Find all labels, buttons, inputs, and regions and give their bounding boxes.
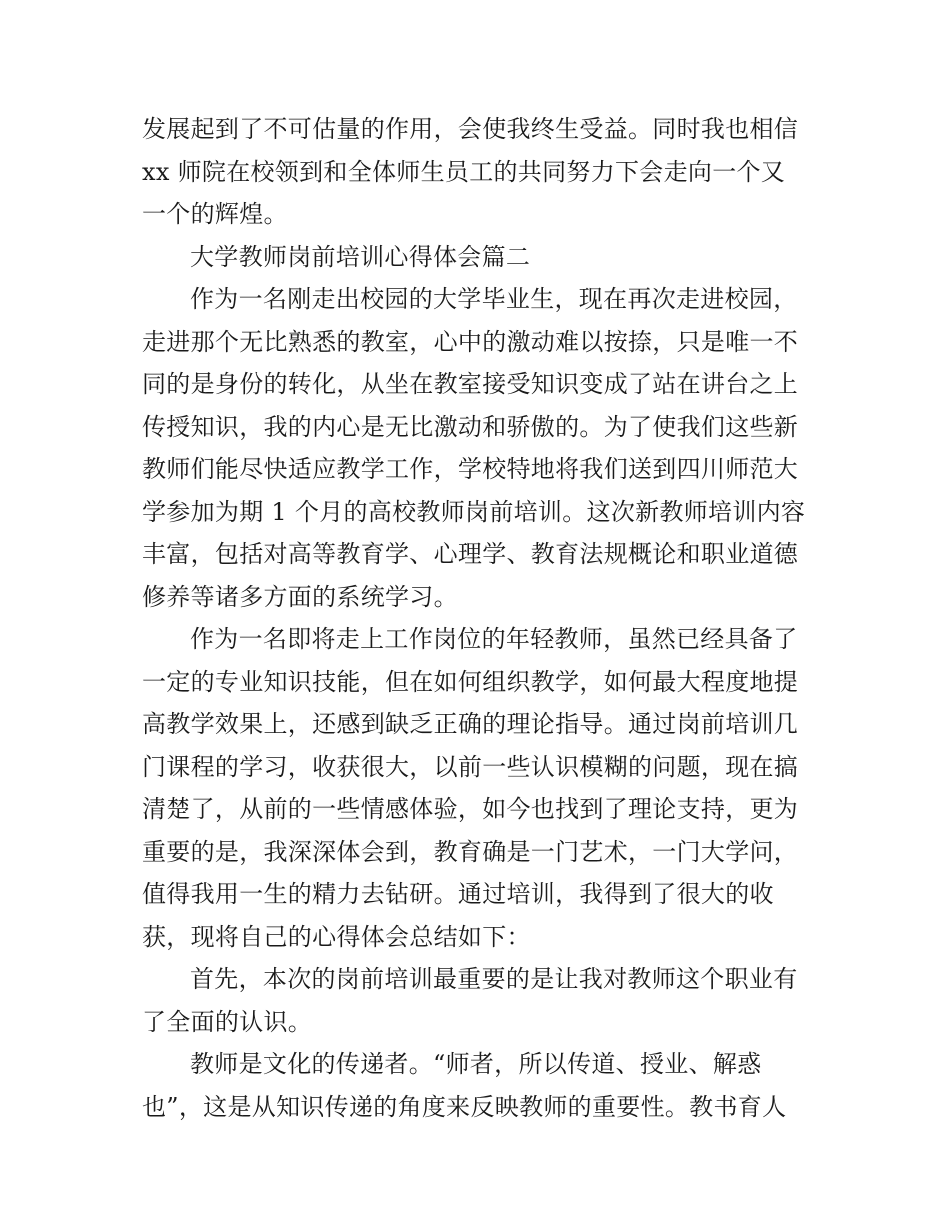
paragraph-continued xyxy=(142,108,814,236)
text-line: 修养等诸多方面的系统学习。 xyxy=(142,582,458,611)
text-line: 同的是身份的转化，从坐在教室接受知识变成了站在讲台之上 xyxy=(142,370,799,398)
text-line: 传授知识，我的内心是无比激动和骄傲的。为了使我们这些新 xyxy=(142,412,799,441)
text-line: 门课程的学习，收获很大，以前一些认识模糊的问题，现在搞 xyxy=(142,752,799,781)
text-line: 教师们能尽快适应教学工作，学校特地将我们送到四川师范大 xyxy=(142,455,799,483)
paragraph-first xyxy=(142,958,814,1043)
text-line: 发展起到了不可估量的作用，会使我终生受益。同时我也相信 xyxy=(142,115,799,143)
text-line: 清楚了，从前的一些情感体验，如今也找到了理论支持，更为 xyxy=(142,795,799,823)
text-line: xx 师院在校领到和全体师生员工的共同努力下会走向一个又 xyxy=(142,157,786,186)
text-line: 大学教师岗前培训心得体会篇二 xyxy=(190,242,531,271)
text-line: 学参加为期 1 个月的高校教师岗前培训。这次新教师培训内容 xyxy=(142,497,806,526)
text-line: 作为一名即将走上工作岗位的年轻教师，虽然已经具备了 xyxy=(190,625,798,653)
text-line: 教师是文化的传递者。“师者，所以传道、授业、解惑 xyxy=(190,1050,762,1078)
text-line: 值得我用一生的精力去钻研。通过培训，我得到了很大的收 xyxy=(142,880,774,908)
text-line: 获，现将自己的心得体会总结如下： xyxy=(142,922,531,951)
document-body xyxy=(142,108,814,1128)
text-line: 一个的辉煌。 xyxy=(142,200,288,228)
section-heading xyxy=(142,236,814,279)
text-line: 走进那个无比熟悉的教室，心中的激动难以按捺，只是唯一不 xyxy=(142,327,799,356)
paragraph-intro xyxy=(142,278,814,618)
text-line: 丰富，包括对高等教育学、心理学、教育法规概论和职业道德 xyxy=(142,540,799,568)
text-line: 重要的是，我深深体会到，教育确是一门艺术，一门大学问， xyxy=(142,837,799,866)
text-line: 也”，这是从知识传递的角度来反映教师的重要性。教书育人 xyxy=(142,1092,787,1121)
paragraph-young-teacher xyxy=(142,618,814,958)
text-line: 高教学效果上，还感到缺乏正确的理论指导。通过岗前培训几 xyxy=(142,710,799,738)
text-line: 了全面的认识。 xyxy=(142,1007,313,1036)
text-line: 一定的专业知识技能，但在如何组织教学，如何最大程度地提 xyxy=(142,667,799,696)
text-line: 作为一名刚走出校园的大学毕业生，现在再次走进校园， xyxy=(190,285,798,313)
paragraph-transmitter xyxy=(142,1043,814,1128)
text-line: 首先，本次的岗前培训最重要的是让我对教师这个职业有 xyxy=(190,965,798,993)
